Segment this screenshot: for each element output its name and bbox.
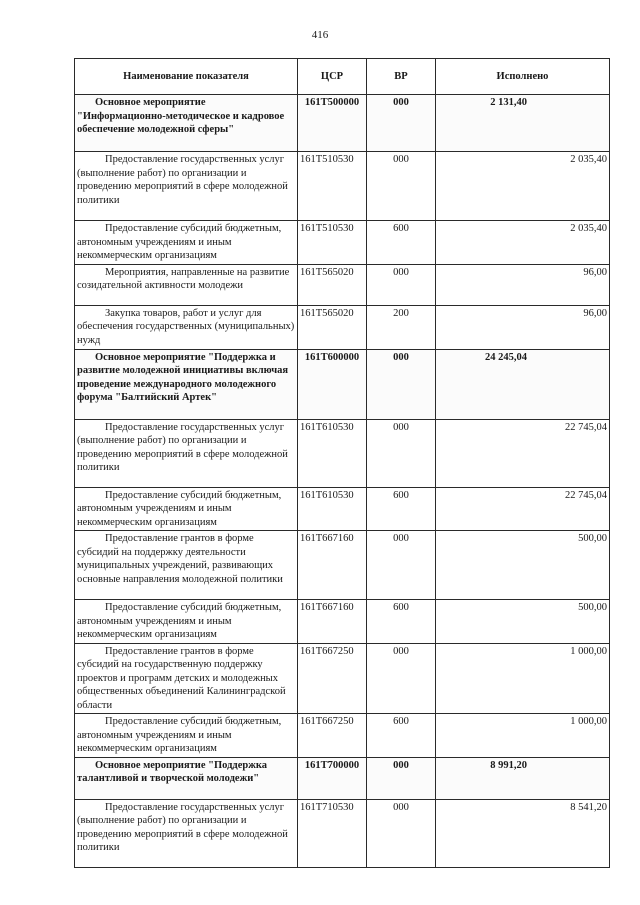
row-csr: 161Т667250 xyxy=(298,643,367,714)
row-name: Предоставление государственных услуг (выполнение работ) по организации и проведению мероприятий в сфере молодежной политики xyxy=(75,419,298,487)
row-name: Мероприятия, направленные на развитие созидательной активности молодежи xyxy=(75,264,298,305)
row-csr: 161Т500000 xyxy=(298,95,367,152)
row-name: Основное мероприятие "Информационно-методическое и кадровое обеспечение молодежной сферы" xyxy=(75,95,298,152)
row-done: 2 035,40 xyxy=(436,152,610,221)
header-csr: ЦСР xyxy=(298,59,367,95)
row-name: Предоставление государственных услуг (выполнение работ) по организации и проведению мероприятий в сфере молодежной политики xyxy=(75,799,298,867)
table-row xyxy=(75,95,610,152)
row-csr: 161Т600000 xyxy=(298,349,367,419)
row-csr: 161Т610530 xyxy=(298,419,367,487)
row-csr: 161Т667160 xyxy=(298,531,367,600)
row-done: 1 000,00 xyxy=(436,714,610,758)
row-csr: 161Т510530 xyxy=(298,221,367,265)
row-vr: 600 xyxy=(367,221,436,265)
row-vr: 200 xyxy=(367,305,436,349)
table-row xyxy=(75,152,610,221)
table-body xyxy=(75,95,610,868)
row-done: 500,00 xyxy=(436,600,610,644)
row-name: Предоставление субсидий бюджетным, автономным учреждениям и иным некоммерческим организациям xyxy=(75,487,298,531)
row-vr: 600 xyxy=(367,487,436,531)
row-done: 96,00 xyxy=(436,305,610,349)
table-row xyxy=(75,714,610,758)
row-name: Основное мероприятие "Поддержка талантливой и творческой молодежи" xyxy=(75,757,298,799)
row-done: 2 131,40 xyxy=(436,95,610,152)
row-name: Предоставление государственных услуг (выполнение работ) по организации и проведению мероприятий в сфере молодежной политики xyxy=(75,152,298,221)
row-vr: 000 xyxy=(367,419,436,487)
row-done: 500,00 xyxy=(436,531,610,600)
row-vr: 600 xyxy=(367,714,436,758)
row-name: Закупка товаров, работ и услуг для обеспечения государственных (муниципальных) нужд xyxy=(75,305,298,349)
table-row xyxy=(75,487,610,531)
table-row xyxy=(75,531,610,600)
header-done: Исполнено xyxy=(436,59,610,95)
row-vr: 000 xyxy=(367,95,436,152)
row-done: 22 745,04 xyxy=(436,487,610,531)
row-csr: 161Т510530 xyxy=(298,152,367,221)
row-csr: 161Т565020 xyxy=(298,264,367,305)
row-name: Предоставление субсидий бюджетным, автономным учреждениям и иным некоммерческим организациям xyxy=(75,600,298,644)
row-name: Предоставление грантов в форме субсидий на поддержку деятельности муниципальных учреждений, развивающих основные направления молодежной политики xyxy=(75,531,298,600)
row-name: Предоставление грантов в форме субсидий на государственную поддержку проектов и программ детских и молодежных общественных объединений Калининградской области xyxy=(75,643,298,714)
table-row xyxy=(75,349,610,419)
header-vr: ВР xyxy=(367,59,436,95)
row-name: Предоставление субсидий бюджетным, автономным учреждениям и иным некоммерческим организациям xyxy=(75,221,298,265)
row-vr: 000 xyxy=(367,531,436,600)
table-row xyxy=(75,221,610,265)
row-csr: 161Т700000 xyxy=(298,757,367,799)
table-row xyxy=(75,419,610,487)
row-csr: 161Т610530 xyxy=(298,487,367,531)
row-csr: 161Т565020 xyxy=(298,305,367,349)
row-csr: 161Т667160 xyxy=(298,600,367,644)
table-row xyxy=(75,600,610,644)
table-row xyxy=(75,757,610,799)
page-number: 416 xyxy=(311,29,329,41)
row-done: 2 035,40 xyxy=(436,221,610,265)
row-done: 8 991,20 xyxy=(436,757,610,799)
row-done: 8 541,20 xyxy=(436,799,610,867)
row-vr: 000 xyxy=(367,643,436,714)
row-csr: 161Т710530 xyxy=(298,799,367,867)
row-vr: 000 xyxy=(367,799,436,867)
table-row xyxy=(75,264,610,305)
row-vr: 000 xyxy=(367,349,436,419)
table-row xyxy=(75,643,610,714)
table-row xyxy=(75,305,610,349)
row-csr: 161Т667250 xyxy=(298,714,367,758)
row-vr: 000 xyxy=(367,757,436,799)
table-header-row xyxy=(75,59,610,95)
row-vr: 000 xyxy=(367,264,436,305)
row-done: 24 245,04 xyxy=(436,349,610,419)
header-name: Наименование показателя xyxy=(75,59,298,95)
table-row xyxy=(75,799,610,867)
row-done: 1 000,00 xyxy=(436,643,610,714)
row-done: 22 745,04 xyxy=(436,419,610,487)
row-done: 96,00 xyxy=(436,264,610,305)
row-name: Основное мероприятие "Поддержка и развитие молодежной инициативы включая проведение международного молодежного форума "Балтийский Артек" xyxy=(75,349,298,419)
row-vr: 000 xyxy=(367,152,436,221)
row-name: Предоставление субсидий бюджетным, автономным учреждениям и иным некоммерческим организациям xyxy=(75,714,298,758)
row-vr: 600 xyxy=(367,600,436,644)
budget-execution-table xyxy=(74,58,610,868)
